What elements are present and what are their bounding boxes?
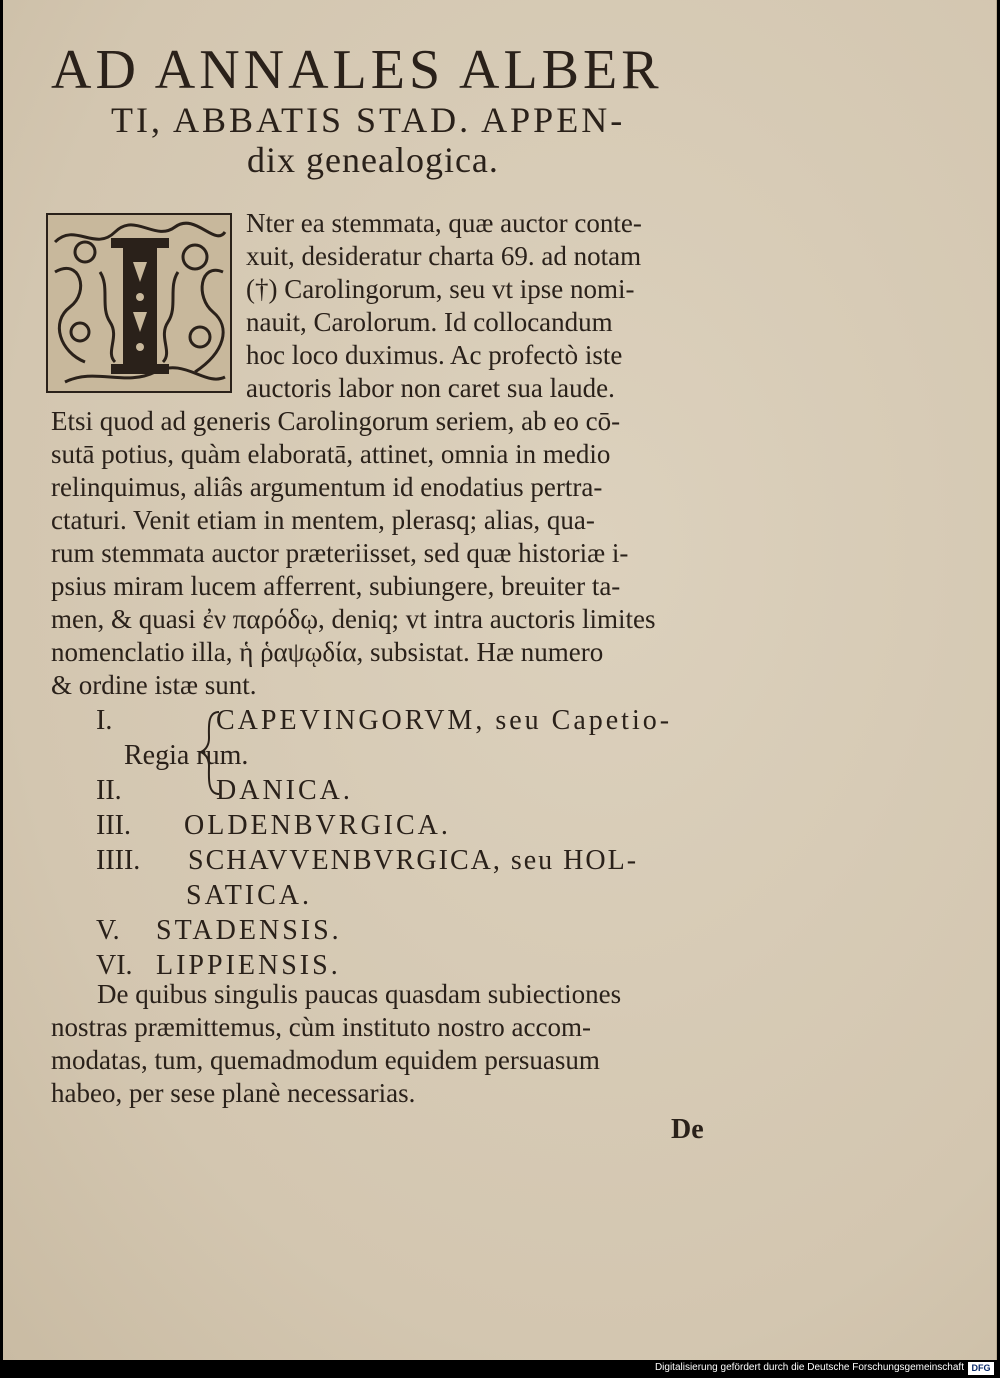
list-number: VI. bbox=[96, 950, 133, 981]
text-line: habeo, per sese planè necessarias. bbox=[51, 1078, 416, 1108]
list-name: SATICA. bbox=[186, 880, 313, 911]
list-name: OLDENBVRGICA. bbox=[184, 810, 451, 841]
text-line: psius miram lucem afferrent, subiungere, breuiter ta- bbox=[51, 571, 621, 601]
text-line: nomenclatio illa, ἡ ῥαψῳδία, subsistat. Hæ numero bbox=[51, 637, 604, 667]
heading-line-1: AD ANNALES ALBER bbox=[51, 39, 663, 101]
text-line: rum stemmata auctor præteriisset, sed quæ historiæ i- bbox=[51, 538, 629, 568]
catchword: De bbox=[671, 1114, 704, 1145]
list-name: LIPPIENSIS. bbox=[156, 950, 341, 981]
body-text bbox=[51, 405, 731, 702]
list-name: Regia rum. bbox=[124, 740, 249, 771]
digitization-credit: Digitalisierung gefördert durch die Deutsche Forschungsgemeinschaft bbox=[654, 1362, 964, 1373]
book-page bbox=[3, 0, 997, 1360]
list-number: V. bbox=[96, 915, 120, 946]
list-name: CAPEVINGORVM, seu Capetio- bbox=[216, 705, 673, 736]
heading-line-3: dix genealogica. bbox=[247, 140, 499, 180]
heading-line-2: TI, ABBATIS STAD. APPEN- bbox=[111, 100, 626, 140]
text-line: De quibus singulis paucas quasdam subiectiones bbox=[97, 979, 622, 1009]
text-line: xuit, desideratur charta 69. ad notam bbox=[246, 241, 642, 271]
text-line: relinquimus, aliâs argumentum id enodatius pertra- bbox=[51, 472, 603, 502]
text-line: men, & quasi ἐν παρόδῳ, deniq; vt intra auctoris limites bbox=[51, 604, 656, 634]
intro-text bbox=[246, 207, 726, 405]
text-line: Nter ea stemmata, quæ auctor conte- bbox=[246, 208, 642, 238]
text-line: modatas, tum, quemadmodum equidem persuasum bbox=[51, 1045, 600, 1075]
text-line: nostras præmittemus, cùm instituto nostro accom- bbox=[51, 1012, 591, 1042]
text-line: & ordine istæ sunt. bbox=[51, 670, 257, 700]
text-line: nauit, Carolorum. Id collocandum bbox=[246, 307, 613, 337]
dfg-logo: DFG bbox=[968, 1362, 994, 1375]
text-line: sutā potius, quàm elaboratā, attinet, omnia in medio bbox=[51, 439, 611, 469]
text-line: (†) Carolingorum, seu vt ipse nomi- bbox=[246, 274, 635, 304]
closing-text bbox=[51, 978, 751, 1110]
list-name: SCHAVVENBVRGICA, seu HOL- bbox=[188, 845, 639, 876]
list-number: IIII. bbox=[96, 845, 141, 876]
text-line: auctoris labor non caret sua laude. bbox=[246, 373, 615, 403]
list-number: III. bbox=[96, 810, 131, 841]
text-line: hoc loco duximus. Ac profectò iste bbox=[246, 340, 623, 370]
text-line: Etsi quod ad generis Carolingorum seriem, ab eo cō- bbox=[51, 406, 621, 436]
list-number: II. bbox=[96, 775, 122, 806]
list-name: STADENSIS. bbox=[156, 915, 342, 946]
ornamental-initial-icon bbox=[45, 212, 233, 394]
text-line: ctaturi. Venit etiam in mentem, plerasq; alias, qua- bbox=[51, 505, 595, 535]
list-number: I. bbox=[96, 705, 113, 736]
list-name: DANICA. bbox=[216, 775, 353, 806]
